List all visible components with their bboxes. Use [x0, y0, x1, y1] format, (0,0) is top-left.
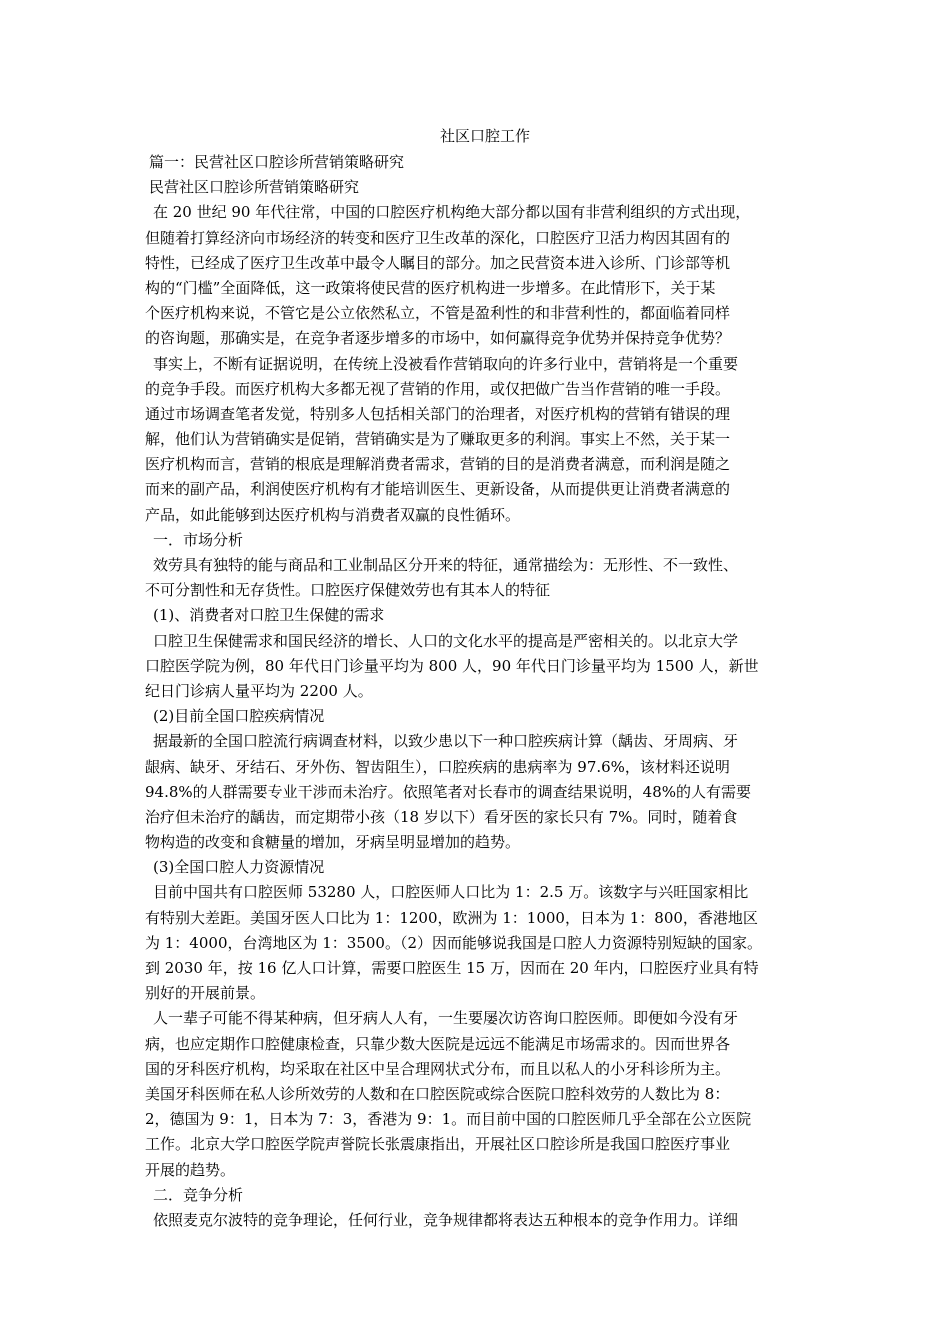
text-line: 美国牙科医师在私人诊所效劳的人数和在口腔医院或综合医院口腔科效劳的人数比为 8：	[145, 1084, 730, 1103]
text-line: 治疗但未治疗的龋齿，而定期带小孩（18 岁以下）看牙医的家长只有 7%。同时，随着食	[145, 807, 738, 826]
document-text	[145, 150, 825, 1233]
document-body	[145, 124, 825, 1233]
text-line: 二．竞争分析	[153, 1185, 244, 1204]
text-line: 医疗机构而言，营销的根底是理解消费者需求，营销的目的是消费者满意，而利润是随之	[145, 455, 731, 474]
text-line: 个医疗机构来说，不管它是公立依然私立，不管是盈利性的和非营利性的，都面临着同样	[145, 304, 731, 323]
text-line: 物构造的改变和食糖量的增加，牙病呈明显增加的趋势。	[145, 833, 521, 852]
text-line: 开展的趋势。	[145, 1160, 236, 1179]
text-line: 据最新的全国口腔流行病调查材料，以致少患以下一种口腔疾病计算（龋齿、牙周病、牙	[153, 732, 739, 751]
text-line: (3)全国口腔人力资源情况	[153, 858, 325, 877]
text-line: 而来的副产品，利润使医疗机构有才能培训医生、更新设备，从而提供更让消费者满意的	[145, 480, 731, 499]
text-line: 但随着打算经济向市场经济的转变和医疗卫生改革的深化，口腔医疗卫活力构因其固有的	[145, 228, 731, 247]
text-line: 有特别大差距。美国牙医人口比为 1：1200，欧洲为 1：1000，日本为 1：800，香港地区	[145, 908, 758, 927]
text-line: 口腔卫生保健需求和国民经济的增长、人口的文化水平的提高是严密相关的。以北京大学	[153, 631, 739, 650]
text-line: 通过市场调查笔者发觉，特别多人包括相关部门的治理者，对医疗机构的营销有错误的理	[145, 404, 731, 423]
text-line: 篇一：民营社区口腔诊所营销策略研究	[149, 153, 405, 171]
text-line: 目前中国共有口腔医师 53280 人，口腔医师人口比为 1：2.5 万。该数字与兴旺国家相比	[153, 883, 749, 902]
text-line: 94.8%的人群需要专业干涉而未治疗。依照笔者对长春市的调查结果说明，48%的人有需要	[145, 782, 751, 801]
text-line: 民营社区口腔诊所营销策略研究	[149, 178, 360, 197]
text-line: 在 20 世纪 90 年代往常，中国的口腔医疗机构绝大部分都以国有非营利组织的方式出现，	[153, 203, 751, 222]
text-line: 人一辈子可能不得某种病，但牙病人人有，一生要屡次访咨询口腔医师。即便如今没有牙	[153, 1009, 739, 1028]
text-line: 口腔医学院为例，80 年代日门诊量平均为 800 人，90 年代日门诊量平均为 1500 人，新世	[145, 656, 759, 675]
text-line: 一．市场分析	[153, 530, 244, 549]
text-line: 解，他们认为营销确实是促销，营销确实是为了赚取更多的利润。事实上不然，关于某一	[145, 430, 731, 449]
text-line: 工作。北京大学口腔医学院声誉院长张震康指出，开展社区口腔诊所是我国口腔医疗事业	[145, 1135, 731, 1154]
text-line: 到 2030 年，按 16 亿人口计算，需要口腔医生 15 万，因而在 20 年内，口腔医疗业具有特	[145, 959, 759, 977]
text-line: 纪日门诊病人量平均为 2200 人。	[145, 681, 373, 700]
text-line: 2，德国为 9：1，日本为 7：3，香港为 9：1。而目前中国的口腔医师几乎全部在公立医院	[145, 1110, 752, 1129]
text-line: 别好的开展前景。	[145, 984, 266, 1003]
text-line: 的咨询题，那确实是，在竞争者逐步增多的市场中，如何赢得竞争优势并保持竞争优势？	[145, 329, 731, 348]
text-line: 特性，已经成了医疗卫生改革中最令人瞩目的部分。加之民营资本进入诊所、门诊部等机	[145, 253, 731, 272]
text-line: 产品，如此能够到达医疗机构与消费者双赢的良性循环。	[145, 505, 521, 524]
document-title: 社区口腔工作	[439, 127, 530, 145]
text-line: (1)、消费者对口腔卫生保健的需求	[153, 606, 385, 625]
text-line: 龈病、缺牙、牙结石、牙外伤、智齿阻生），口腔疾病的患病率为 97.6%，该材料还说明	[145, 757, 730, 776]
text-line: 的竞争手段。而医疗机构大多都无视了营销的作用，或仅把做广告当作营销的唯一手段。	[145, 379, 731, 398]
text-line: 效劳具有独特的能与商品和工业制品区分开来的特征，通常描绘为：无形性、不一致性、	[153, 556, 739, 574]
text-line: 依照麦克尔波特的竞争理论，任何行业，竞争规律都将表达五种根本的竞争作用力。详细	[153, 1210, 739, 1229]
text-line: 构的“门槛”全面降低，这一政策将使民营的医疗机构进一步增多。在此情形下，关于某	[145, 278, 716, 297]
text-line: (2)目前全国口腔疾病情况	[153, 707, 325, 726]
text-line: 病，也应定期作口腔健康检查，只靠少数大医院是远远不能满足市场需求的。因而世界各	[145, 1034, 731, 1053]
text-line: 国的牙科医疗机构，均采取在社区中呈合理网状式分布，而且以私人的小牙科诊所为主。	[145, 1059, 731, 1078]
text-line: 为 1：4000，台湾地区为 1：3500。（2）因而能够说我国是口腔人力资源特别短缺的国家。	[145, 933, 763, 952]
text-line: 不可分割性和无存货性。口腔医疗保健效劳也有其本人的特征	[145, 581, 551, 600]
text-line: 事实上，不断有证据说明，在传统上没被看作营销取向的许多行业中，营销将是一个重要	[153, 354, 739, 373]
